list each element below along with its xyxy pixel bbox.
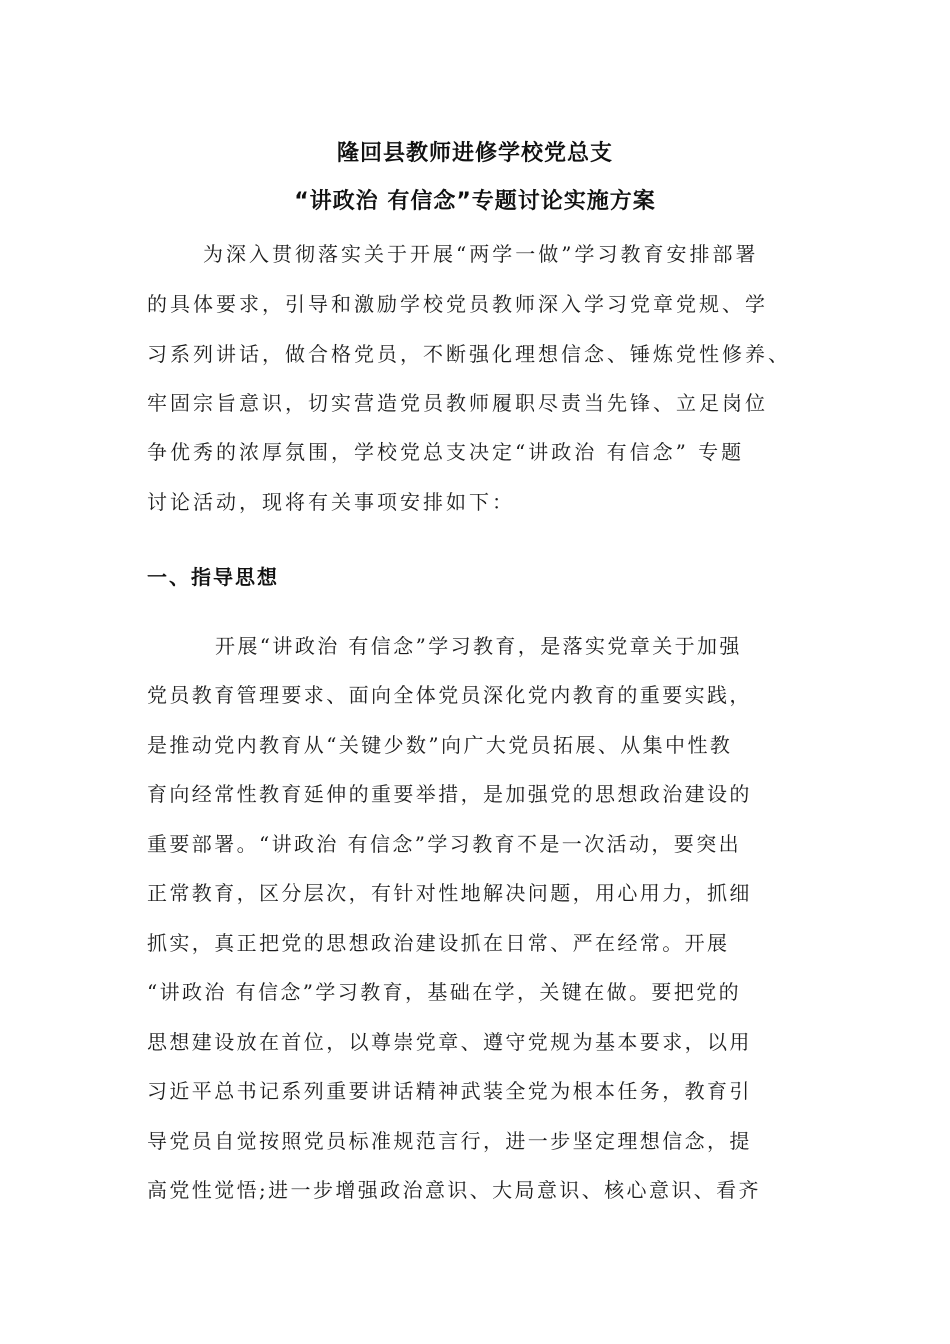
body-line: 是推动党内教育从“关键少数”向广大党员拓展、从集中性教 — [147, 733, 733, 757]
body-line: 开展“讲政治 有信念”学习教育，是落实党章关于加强 — [215, 634, 742, 658]
intro-line: 讨论活动，现将有关事项安排如下： — [147, 490, 515, 514]
body-line: 党员教育管理要求、面向全体党员深化党内教育的重要实践， — [147, 683, 752, 707]
body-line: 习近平总书记系列重要讲话精神武装全党为根本任务，教育引 — [147, 1079, 752, 1103]
body-line: “讲政治 有信念”学习教育，基础在学，关键在做。要把党的 — [147, 980, 742, 1004]
intro-line: 牢固宗旨意识，切实营造党员教师履职尽责当先锋、立足岗位 — [147, 391, 768, 415]
body-line: 正常教育，区分层次，有针对性地解决问题，用心用力，抓细 — [147, 881, 752, 905]
body-line: 育向经常性教育延伸的重要举措，是加强党的思想政治建设的 — [147, 782, 752, 806]
body-line: 导党员自觉按照党员标准规范言行，进一步坚定理想信念，提 — [147, 1129, 752, 1153]
document-title-line2: “讲政治 有信念”专题讨论实施方案 — [294, 189, 656, 214]
section-heading: 一、指导思想 — [147, 565, 279, 589]
body-line: 思想建设放在首位，以尊崇党章、遵守党规为基本要求，以用 — [147, 1030, 752, 1054]
intro-line: 争优秀的浓厚氛围，学校党总支决定“讲政治 有信念” 专题 — [147, 440, 745, 464]
body-line: 抓实，真正把党的思想政治建设抓在日常、严在经常。开展 — [147, 931, 730, 955]
body-line: 高党性觉悟;进一步增强政治意识、大局意识、核心意识、看齐 — [147, 1178, 761, 1202]
intro-line: 为深入贯彻落实关于开展“两学一做”学习教育安排部署 — [203, 242, 759, 266]
document-title-line1: 隆回县教师进修学校党总支 — [336, 141, 613, 166]
body-line: 重要部署。“讲政治 有信念”学习教育不是一次活动，要突出 — [147, 832, 742, 856]
intro-line: 的具体要求，引导和激励学校党员教师深入学习党章党规、学 — [147, 292, 768, 316]
intro-line: 习系列讲话，做合格党员，不断强化理想信念、锤炼党性修养、 — [147, 342, 791, 366]
